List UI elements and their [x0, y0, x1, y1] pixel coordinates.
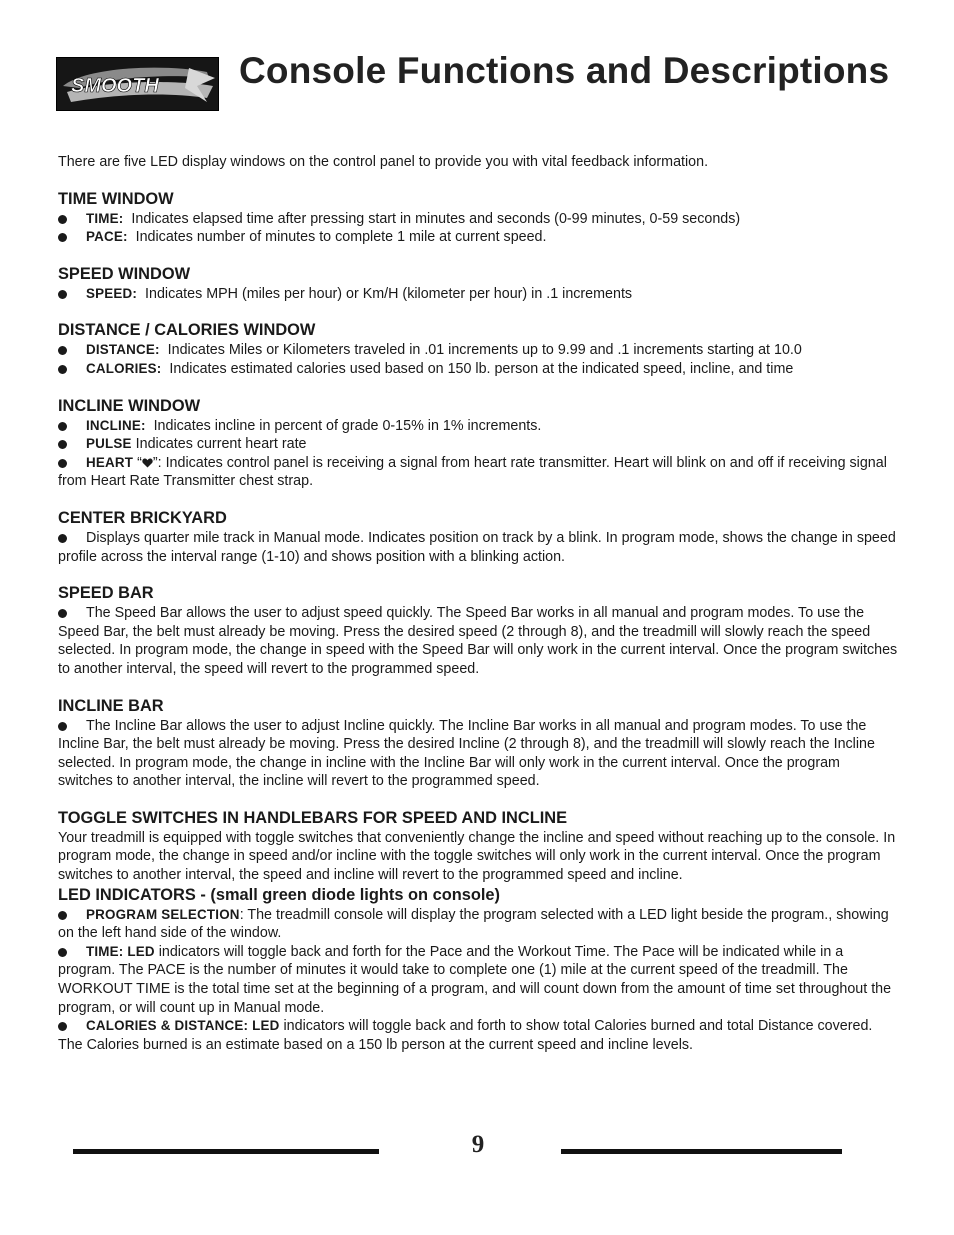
term-label: HEART [86, 454, 134, 470]
bullet-icon [58, 346, 67, 355]
bullet-icon [58, 948, 67, 957]
list-item-distance [58, 341, 898, 360]
document-body [58, 153, 898, 1071]
paragraph-text: Displays quarter mile track in Manual mode. Indicates position on track by a blink. In program mode, shows the change in speed profile across the interval range (1-10) and shows position with a blinking action. [58, 529, 896, 565]
list-item-speed-bar [58, 604, 898, 678]
list-item-time-led [58, 943, 898, 1017]
list-item-incline [58, 417, 898, 436]
bullet-icon [58, 722, 67, 731]
close-quote: ” [152, 454, 158, 471]
term-description: Indicates current heart rate [135, 436, 307, 453]
term-label: CALORIES & DISTANCE: LED [86, 1018, 280, 1034]
term-label: PACE: [86, 229, 128, 245]
smooth-logo-graphic [57, 58, 218, 110]
list-item-program-selection [58, 906, 898, 943]
bullet-icon [58, 459, 67, 468]
term-description: Indicates MPH (miles per hour) or Km/H (kilometer per hour) in .1 increments [145, 285, 633, 302]
term-label: CALORIES: [86, 360, 162, 376]
footer-rule-left [73, 1149, 379, 1154]
paragraph-text: The Speed Bar allows the user to adjust speed quickly. The Speed Bar works in all manual and program modes. To use the Speed Bar, the belt must already be moving. Press the desired speed (2 through 8), and the treadmill will slowly reach the speed selected. In program mode, the change in speed with the Speed Bar will only work in the current interval. Once the program switches to another interval, the speed will revert to the programmed speed. [58, 605, 898, 677]
section-incline-bar [58, 696, 898, 791]
section-heading: TIME WINDOW [58, 189, 174, 208]
term-description: Indicates incline in percent of grade 0-15% in 1% increments. [153, 417, 542, 434]
section-heading: SPEED WINDOW [58, 264, 191, 283]
bullet-icon [58, 215, 67, 224]
paragraph-text: Your treadmill is equipped with toggle switches that conveniently change the incline and speed without reaching up to the console. In program mode, the change in speed and/or incline with the toggle switches will only work in the current interval. Once the program switches to another interval, the speed and incline will revert to the programmed speed and incline. [58, 829, 896, 884]
section-led-indicators [58, 885, 898, 1055]
term-label: DISTANCE: [86, 342, 160, 358]
footer-rule-right [561, 1149, 842, 1154]
list-item-brickyard [58, 529, 898, 566]
bullet-icon [58, 365, 67, 374]
page-title: Console Functions and Descriptions [239, 50, 890, 91]
brand-logo [56, 57, 219, 111]
term-description: Indicates elapsed time after pressing start in minutes and seconds (0-99 minutes, 0-59 seconds) [131, 210, 741, 227]
section-heading: DISTANCE / CALORIES WINDOW [58, 321, 316, 340]
list-item-calories-distance-led [58, 1017, 898, 1054]
list-item-time [58, 210, 898, 229]
bullet-icon [58, 422, 67, 431]
section-heading: INCLINE BAR [58, 696, 164, 715]
list-item-calories [58, 360, 898, 379]
section-heading: TOGGLE SWITCHES IN HANDLEBARS FOR SPEED AND INCLINE [58, 808, 568, 827]
bullet-icon [58, 1022, 67, 1031]
bullet-icon [58, 534, 67, 543]
section-speed-window [58, 264, 898, 304]
section-heading: CENTER BRICKYARD [58, 508, 227, 527]
open-quote: “ [137, 454, 142, 471]
section-center-brickyard [58, 508, 898, 566]
heart-icon [142, 458, 153, 468]
term-description: : The treadmill console will display the program selected with a LED light beside the program., showing on the left hand side of the window. [58, 906, 889, 942]
term-description: Indicates estimated calories used based on 150 lb. person at the indicated speed, incline, and time [169, 360, 794, 377]
list-item-pulse [58, 435, 898, 454]
term-description: Indicates Miles or Kilometers traveled in .01 increments up to 9.99 and .1 increments starting at 10.0 [167, 342, 802, 359]
term-label: SPEED: [86, 285, 138, 301]
intro-paragraph: There are five LED display windows on the control panel to provide you with vital feedback information. [58, 154, 709, 170]
section-heading: SPEED BAR [58, 584, 154, 603]
term-description: : Indicates control panel is receiving a signal from heart rate transmitter. Heart will blink on and off if receiving signal from Heart Rate Transmitter chest strap. [58, 454, 887, 490]
bullet-icon [58, 609, 67, 618]
term-label: TIME: LED [86, 943, 155, 959]
list-item-incline-bar [58, 717, 898, 791]
section-heading: LED INDICATORS - (small green diode lights on console) [58, 885, 500, 904]
term-description: Indicates number of minutes to complete 1 mile at current speed. [135, 229, 547, 246]
term-label: TIME: [86, 210, 124, 226]
term-description: indicators will toggle back and forth to show total Calories burned and total Distance covered. The Calories burned is an estimate based on a 150 lb person at the current speed and incline levels. [58, 1018, 873, 1053]
section-heading: INCLINE WINDOW [58, 396, 201, 415]
term-description: indicators will toggle back and forth for the Pace and the Workout Time. The Pace will be indicated while in a program. The PACE is the number of minutes it would take to complete one (1) mile at the current speed of the treadmill. The WORKOUT TIME is the total time set at the beginning of a program, and will count down from the amount of time set throughout the program, or will count up in Manual mode. [58, 943, 892, 1016]
term-label: PROGRAM SELECTION [86, 906, 240, 922]
paragraph-text: The Incline Bar allows the user to adjust Incline quickly. The Incline Bar works in all manual and program modes. To use the Incline Bar, the belt must already be moving. Press the desired Incline (2 through 8), and the treadmill will slowly reach the Incline selected. In program mode, the change in incline with the Incline Bar will only work in the current interval. Once the program switches to another interval, the incline will revert to the programmed speed. [58, 717, 875, 790]
list-item-pace [58, 228, 898, 247]
term-label: INCLINE: [86, 417, 146, 433]
page-number: 9 [471, 1131, 485, 1158]
bullet-icon [58, 290, 67, 299]
section-speed-bar [58, 583, 898, 678]
term-label: PULSE [86, 436, 132, 452]
section-toggle-switches [58, 808, 898, 885]
bullet-icon [58, 233, 67, 242]
bullet-icon [58, 911, 67, 920]
section-time-window [58, 189, 898, 247]
list-item-heart [58, 454, 898, 491]
list-item-speed [58, 285, 898, 304]
bullet-icon [58, 440, 67, 449]
section-distance-calories-window [58, 320, 898, 378]
section-incline-window [58, 396, 898, 491]
logo-wordmark: SMOOTH [71, 75, 159, 97]
